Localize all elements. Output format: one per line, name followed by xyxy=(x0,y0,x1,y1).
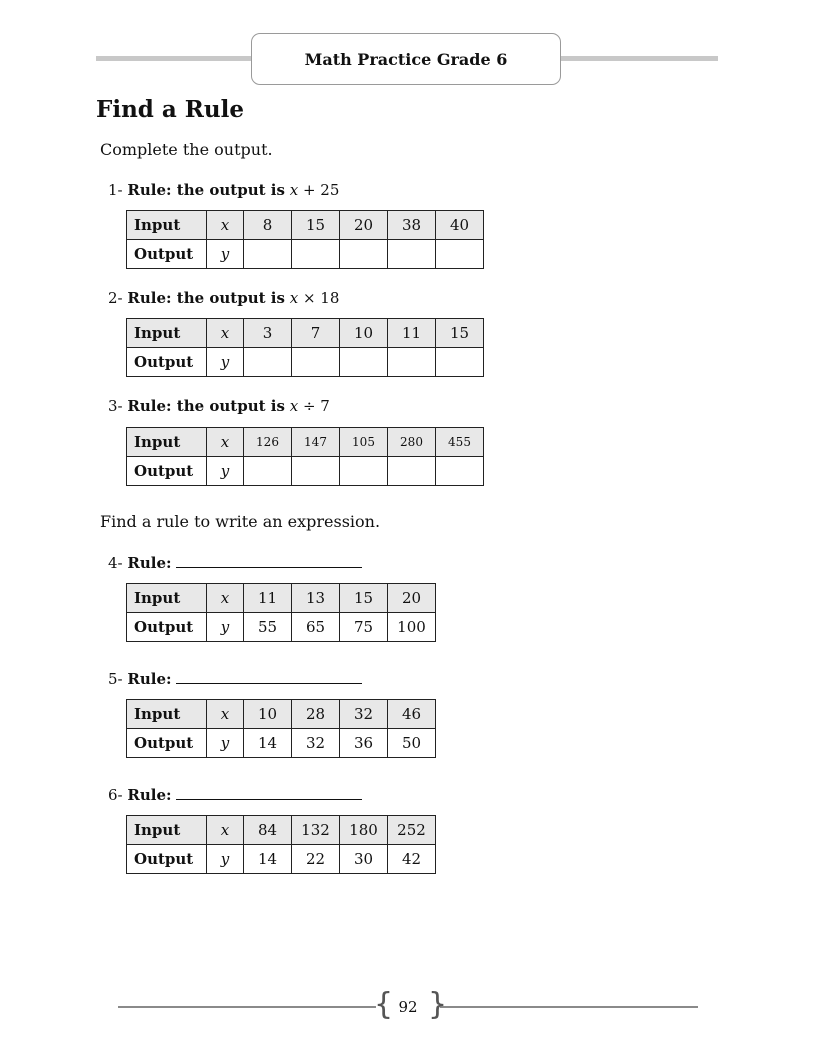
footer-rule-right xyxy=(440,1006,698,1008)
output-row xyxy=(127,348,484,377)
x-variable: x xyxy=(207,584,244,613)
input-cell: 11 xyxy=(244,584,292,613)
function-table-2 xyxy=(126,318,484,377)
function-table-3 xyxy=(126,427,484,486)
output-cell: 30 xyxy=(340,845,388,874)
input-cell: 8 xyxy=(244,211,292,240)
output-cell[interactable] xyxy=(244,348,292,377)
input-row xyxy=(127,700,436,729)
problem-number: 3- xyxy=(108,397,123,415)
y-variable: y xyxy=(207,613,244,642)
output-cell: 65 xyxy=(292,613,340,642)
input-cell: 20 xyxy=(388,584,436,613)
output-label: Output xyxy=(127,729,207,758)
output-label: Output xyxy=(127,240,207,269)
input-cell: 147 xyxy=(292,428,340,457)
instruction-complete: Complete the output. xyxy=(100,140,273,159)
y-variable: y xyxy=(207,729,244,758)
input-label: Input xyxy=(127,700,207,729)
input-label: Input xyxy=(127,428,207,457)
input-row xyxy=(127,211,484,240)
rule-expression: ÷ 7 xyxy=(302,397,330,415)
output-cell: 100 xyxy=(388,613,436,642)
output-cell[interactable] xyxy=(436,240,484,269)
input-cell: 20 xyxy=(340,211,388,240)
input-cell: 280 xyxy=(388,428,436,457)
problem-4-heading xyxy=(108,553,362,572)
header-rule-right xyxy=(560,56,718,61)
input-cell: 28 xyxy=(292,700,340,729)
input-cell: 7 xyxy=(292,319,340,348)
problem-5-heading xyxy=(108,669,362,688)
function-table-6 xyxy=(126,815,436,874)
output-cell[interactable] xyxy=(340,457,388,486)
problem-number: 2- xyxy=(108,289,123,307)
output-cell[interactable] xyxy=(436,348,484,377)
input-cell: 11 xyxy=(388,319,436,348)
y-variable: y xyxy=(207,348,244,377)
rule-answer-blank[interactable] xyxy=(176,785,362,800)
output-label: Output xyxy=(127,457,207,486)
output-row xyxy=(127,613,436,642)
input-label: Input xyxy=(127,319,207,348)
input-cell: 13 xyxy=(292,584,340,613)
input-label: Input xyxy=(127,584,207,613)
footer-rule-left xyxy=(118,1006,376,1008)
output-cell: 50 xyxy=(388,729,436,758)
input-cell: 180 xyxy=(340,816,388,845)
rule-expression: × 18 xyxy=(302,289,340,307)
input-cell: 10 xyxy=(340,319,388,348)
problem-1-heading xyxy=(108,181,339,199)
y-variable: y xyxy=(207,240,244,269)
rule-expression: + 25 xyxy=(302,181,340,199)
output-cell: 42 xyxy=(388,845,436,874)
problem-number: 5- xyxy=(108,670,123,688)
output-cell: 14 xyxy=(244,729,292,758)
output-cell: 36 xyxy=(340,729,388,758)
input-row xyxy=(127,319,484,348)
x-variable: x xyxy=(207,700,244,729)
output-cell: 75 xyxy=(340,613,388,642)
page-number: 92 xyxy=(398,998,418,1016)
output-row xyxy=(127,845,436,874)
problem-number: 6- xyxy=(108,786,123,804)
input-cell: 32 xyxy=(340,700,388,729)
input-cell: 15 xyxy=(340,584,388,613)
input-cell: 15 xyxy=(292,211,340,240)
rule-label: Rule: the output is xyxy=(127,397,285,415)
output-cell[interactable] xyxy=(292,240,340,269)
input-label: Input xyxy=(127,816,207,845)
rule-variable: x xyxy=(289,397,299,415)
output-row xyxy=(127,729,436,758)
instruction-find-rule: Find a rule to write an expression. xyxy=(100,512,381,531)
rule-label: Rule: xyxy=(127,786,172,804)
output-cell[interactable] xyxy=(292,348,340,377)
input-cell: 40 xyxy=(436,211,484,240)
output-label: Output xyxy=(127,613,207,642)
input-row xyxy=(127,816,436,845)
input-cell: 84 xyxy=(244,816,292,845)
right-brace-icon: } xyxy=(428,987,448,1022)
output-row xyxy=(127,240,484,269)
problem-2-heading xyxy=(108,289,339,307)
input-cell: 455 xyxy=(436,428,484,457)
problem-3-heading xyxy=(108,397,330,415)
function-table-5 xyxy=(126,699,436,758)
output-cell[interactable] xyxy=(388,457,436,486)
input-cell: 46 xyxy=(388,700,436,729)
rule-variable: x xyxy=(289,289,299,307)
input-cell: 126 xyxy=(244,428,292,457)
output-cell: 22 xyxy=(292,845,340,874)
output-label: Output xyxy=(127,845,207,874)
output-cell[interactable] xyxy=(388,240,436,269)
output-cell[interactable] xyxy=(340,240,388,269)
rule-variable: x xyxy=(289,181,299,199)
output-cell[interactable] xyxy=(436,457,484,486)
rule-label: Rule: xyxy=(127,554,172,572)
header-title: Math Practice Grade 6 xyxy=(251,33,561,85)
output-cell[interactable] xyxy=(244,457,292,486)
output-cell[interactable] xyxy=(388,348,436,377)
output-cell: 14 xyxy=(244,845,292,874)
x-variable: x xyxy=(207,428,244,457)
header-rule-left xyxy=(96,56,256,61)
x-variable: x xyxy=(207,319,244,348)
output-cell: 55 xyxy=(244,613,292,642)
left-brace-icon: { xyxy=(374,987,394,1022)
x-variable: x xyxy=(207,211,244,240)
input-cell: 105 xyxy=(340,428,388,457)
page-title: Find a Rule xyxy=(96,96,244,123)
output-cell[interactable] xyxy=(340,348,388,377)
input-cell: 132 xyxy=(292,816,340,845)
problem-6-heading xyxy=(108,785,362,804)
output-cell[interactable] xyxy=(292,457,340,486)
output-label: Output xyxy=(127,348,207,377)
output-cell: 32 xyxy=(292,729,340,758)
output-cell[interactable] xyxy=(244,240,292,269)
x-variable: x xyxy=(207,816,244,845)
input-row xyxy=(127,584,436,613)
input-cell: 252 xyxy=(388,816,436,845)
input-cell: 10 xyxy=(244,700,292,729)
input-row xyxy=(127,428,484,457)
input-label: Input xyxy=(127,211,207,240)
input-cell: 38 xyxy=(388,211,436,240)
y-variable: y xyxy=(207,457,244,486)
rule-label: Rule: xyxy=(127,670,172,688)
output-row xyxy=(127,457,484,486)
input-cell: 3 xyxy=(244,319,292,348)
rule-answer-blank[interactable] xyxy=(176,553,362,568)
function-table-1 xyxy=(126,210,484,269)
rule-label: Rule: the output is xyxy=(127,181,285,199)
rule-label: Rule: the output is xyxy=(127,289,285,307)
function-table-4 xyxy=(126,583,436,642)
problem-number: 1- xyxy=(108,181,123,199)
y-variable: y xyxy=(207,845,244,874)
problem-number: 4- xyxy=(108,554,123,572)
rule-answer-blank[interactable] xyxy=(176,669,362,684)
input-cell: 15 xyxy=(436,319,484,348)
